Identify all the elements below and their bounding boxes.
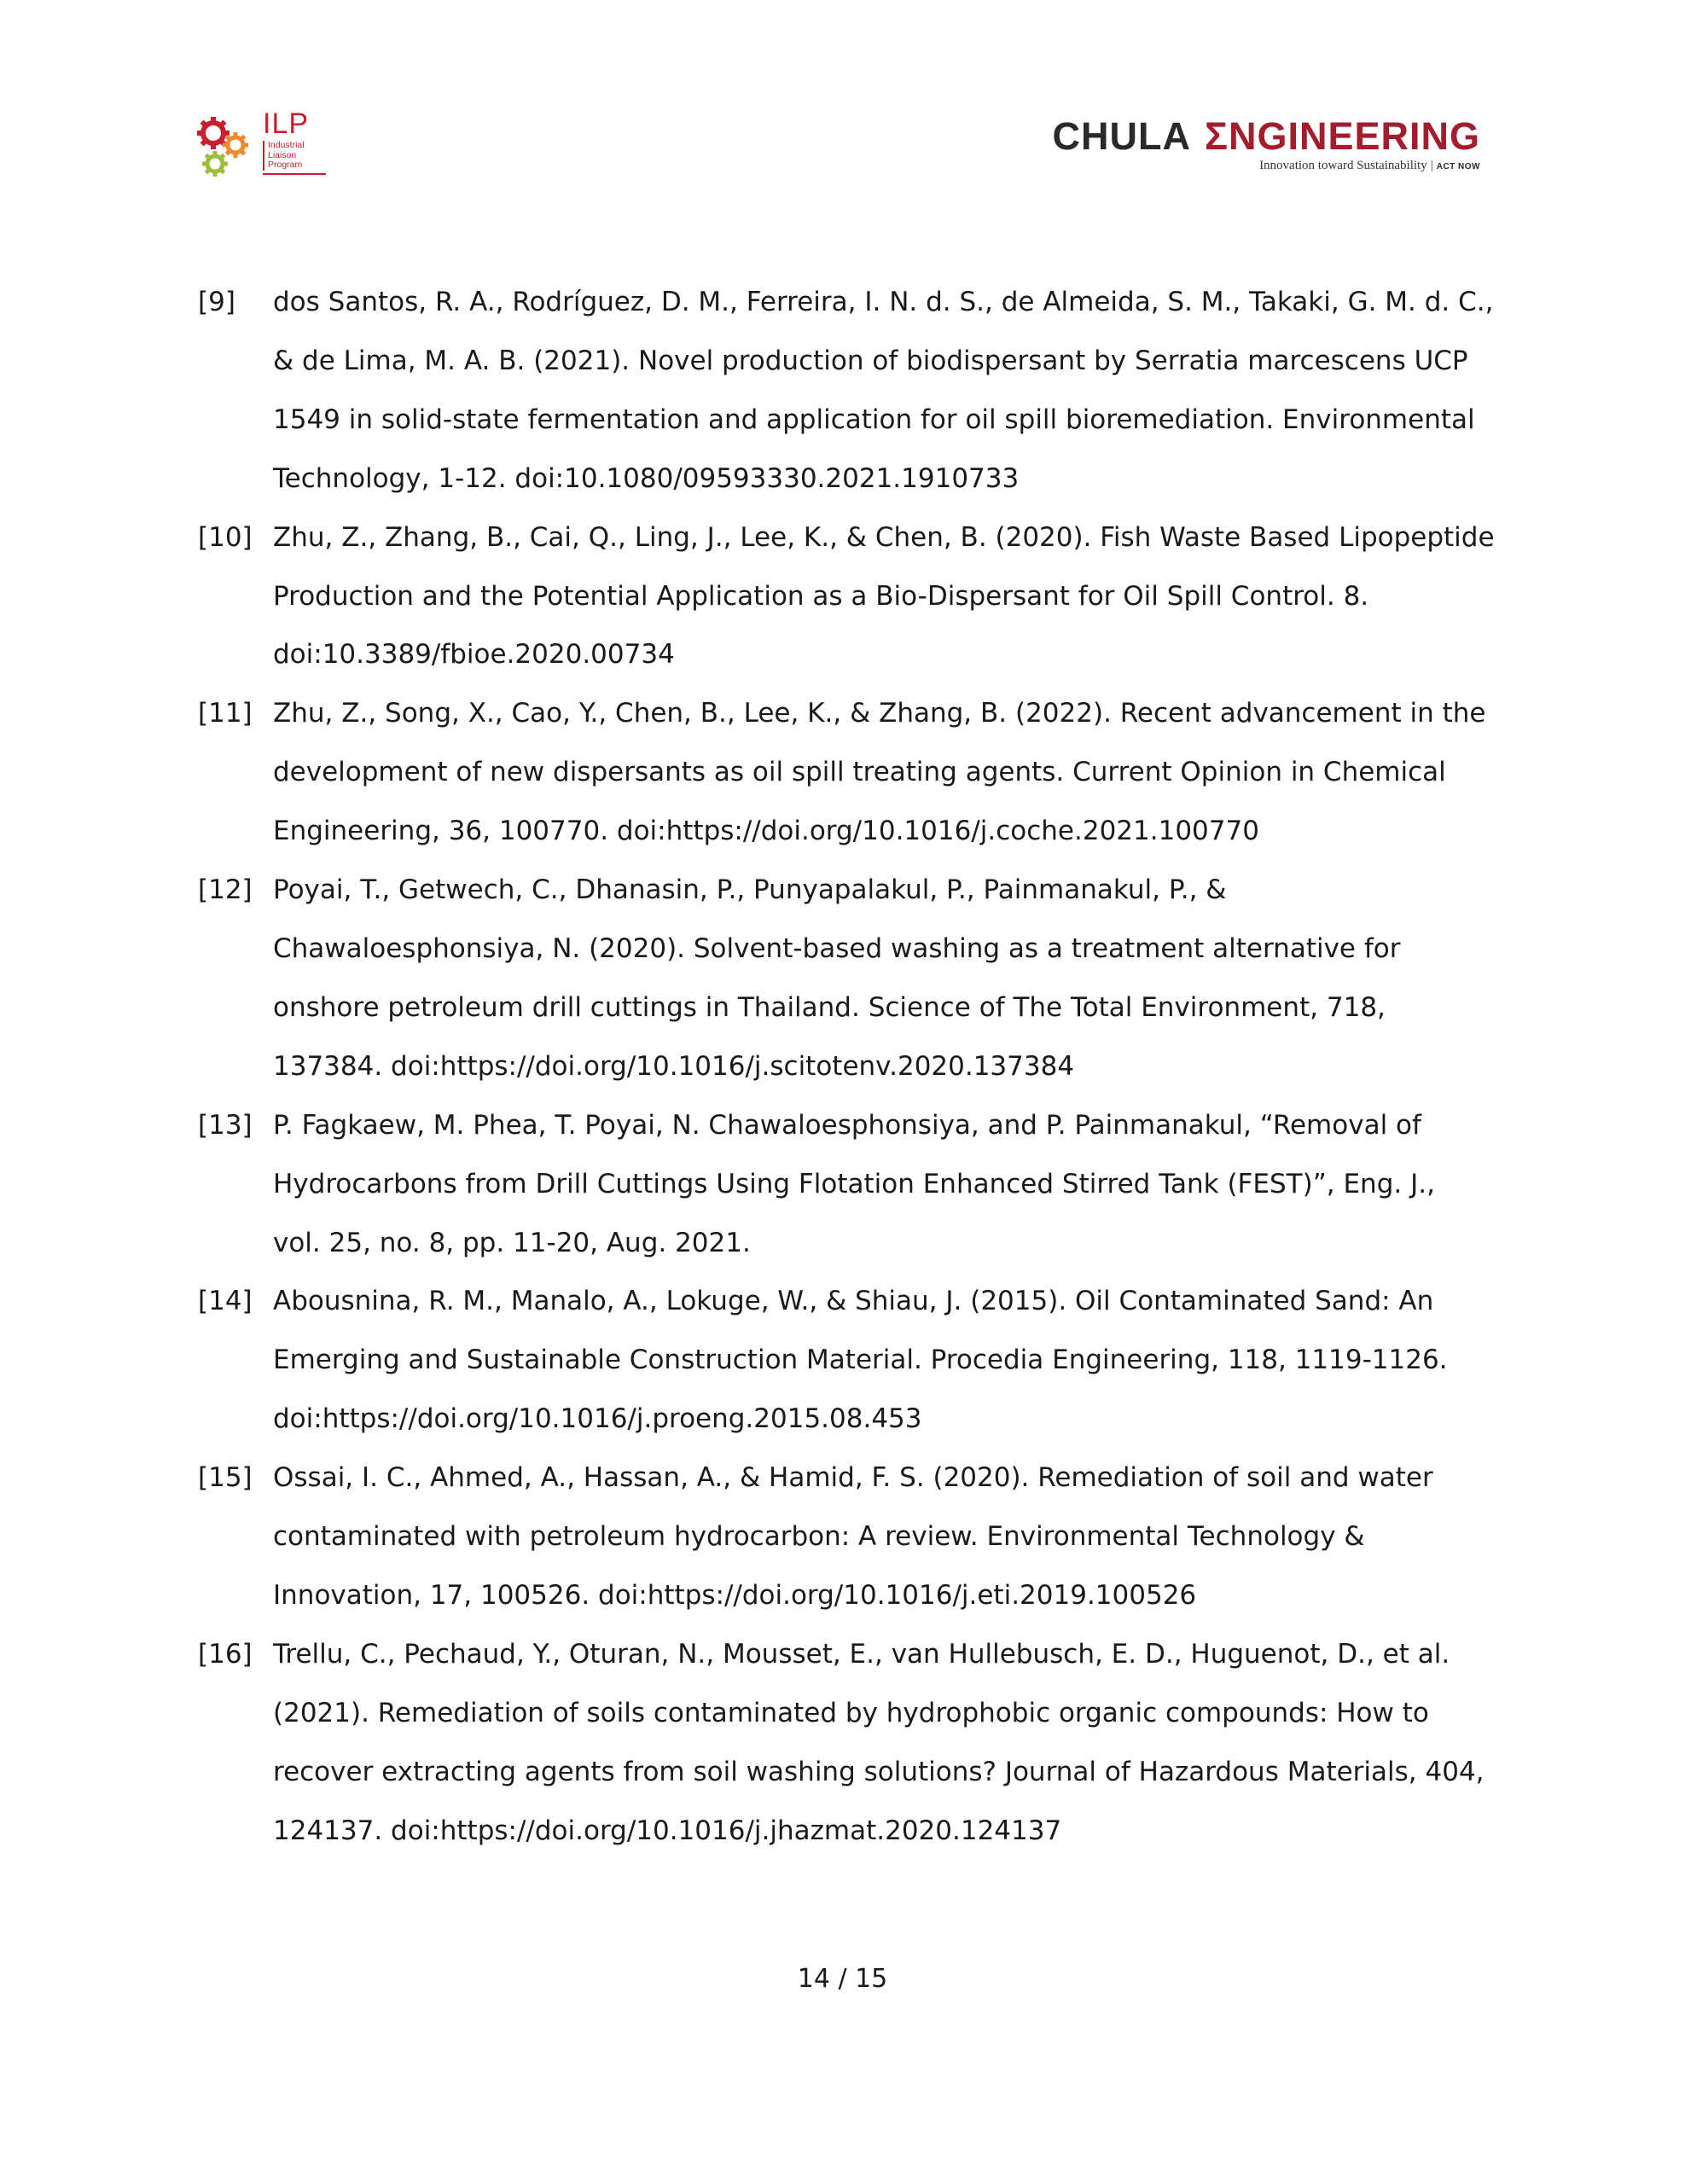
reference-line: (2021). Remediation of soils contaminated by hydrophobic organic compounds: How to — [273, 1697, 1429, 1728]
chula-tagline — [1052, 159, 1480, 173]
tagline-text: Innovation toward Sustainability — [1259, 159, 1427, 172]
reference-number: [10] — [198, 521, 253, 553]
tagline-separator: | — [1430, 159, 1433, 172]
ilp-wordmark — [263, 109, 326, 175]
ilp-underline — [263, 173, 326, 175]
reference-line: P. Fagkaew, M. Phea, T. Poyai, N. Chawaloesphonsiya, and P. Painmanakul, “Removal of — [273, 1109, 1421, 1141]
reference-line: recover extracting agents from soil washing solutions? Journal of Hazardous Materials, 404, — [273, 1756, 1485, 1787]
chula-engineering-logo — [1052, 116, 1480, 173]
chula-word: CHULA — [1052, 114, 1191, 158]
reference-item — [198, 861, 1495, 1096]
ilp-full-name — [263, 141, 326, 171]
reference-line: Innovation, 17, 100526. doi:https://doi.org/10.1016/j.eti.2019.100526 — [273, 1579, 1197, 1611]
reference-line: Trellu, C., Pechaud, Y., Oturan, N., Mousset, E., van Hullebusch, E. D., Huguenot, D., et al. — [273, 1638, 1450, 1670]
ilp-full-name-line: Liaison — [268, 149, 297, 160]
reference-line: Hydrocarbons from Drill Cuttings Using Flotation Enhanced Stirred Tank (FEST)”, Eng. J., — [273, 1168, 1435, 1199]
reference-line: Zhu, Z., Zhang, B., Cai, Q., Ling, J., Lee, K., & Chen, B. (2020). Fish Waste Based Lipopeptide — [273, 521, 1495, 553]
reference-line: Chawaloesphonsiya, N. (2020). Solvent-based washing as a treatment alternative for — [273, 932, 1401, 964]
reference-line: Technology, 1-12. doi:10.1080/09593330.2021.1910733 — [273, 462, 1020, 494]
reference-line: & de Lima, M. A. B. (2021). Novel production of biodispersant by Serratia marcescens UCP — [273, 345, 1468, 376]
reference-line: doi:https://doi.org/10.1016/j.proeng.2015.08.453 — [273, 1403, 922, 1435]
ilp-acronym: ILP — [263, 107, 310, 140]
reference-line: doi:10.3389/fbioe.2020.00734 — [273, 639, 675, 671]
reference-line: 124137. doi:https://doi.org/10.1016/j.jhazmat.2020.124137 — [273, 1815, 1062, 1846]
engineering-word: ΣNGINEERING — [1204, 114, 1480, 158]
reference-line: onshore petroleum drill cuttings in Thailand. Science of The Total Environment, 718, — [273, 991, 1386, 1023]
reference-text — [273, 1272, 1495, 1449]
reference-number: [9] — [198, 287, 235, 317]
reference-number: [12] — [198, 874, 253, 906]
reference-list — [198, 273, 1495, 1860]
ilp-full-name-line: Program — [268, 160, 303, 170]
reference-line: Engineering, 36, 100770. doi:https://doi.org/10.1016/j.coche.2021.100770 — [273, 816, 1259, 847]
reference-number: [16] — [198, 1638, 253, 1670]
reference-item — [198, 273, 1495, 508]
page-number: 14 / 15 — [797, 1964, 888, 1994]
reference-text — [273, 1096, 1495, 1273]
reference-text — [273, 508, 1495, 685]
reference-text — [273, 273, 1495, 508]
reference-line: Abousnina, R. M., Manalo, A., Lokuge, W., & Shiau, J. (2015). Oil Contaminated Sand: An — [273, 1286, 1434, 1317]
reference-number: [15] — [198, 1462, 253, 1494]
reference-line: vol. 25, no. 8, pp. 11-20, Aug. 2021. — [273, 1227, 751, 1258]
reference-line: dos Santos, R. A., Rodríguez, D. M., Ferreira, I. N. d. S., de Almeida, S. M., Takaki, G. M. d. C., — [273, 287, 1494, 317]
reference-item — [198, 1096, 1495, 1273]
reference-text — [273, 1449, 1495, 1625]
reference-item — [198, 1272, 1495, 1449]
reference-text — [273, 684, 1495, 861]
reference-line: Zhu, Z., Song, X., Cao, Y., Chen, B., Lee, K., & Zhang, B. (2022). Recent advancement in the — [273, 698, 1486, 729]
reference-line: Ossai, I. C., Ahmed, A., Hassan, A., & Hamid, F. S. (2020). Remediation of soil and water — [273, 1462, 1433, 1494]
reference-line: 1549 in solid-state fermentation and application for oil spill bioremediation. Environmental — [273, 404, 1475, 435]
reference-number: [11] — [198, 698, 253, 729]
reference-item — [198, 1625, 1495, 1861]
reference-text — [273, 1625, 1495, 1861]
act-now-mark: ACT NOW — [1436, 162, 1480, 171]
reference-line: contaminated with petroleum hydrocarbon: A review. Environmental Technology & — [273, 1521, 1365, 1553]
chula-wordmark — [1052, 116, 1480, 157]
reference-item — [198, 508, 1495, 685]
reference-line: Production and the Potential Application as a Bio-Dispersant for Oil Spill Control. 8. — [273, 580, 1369, 612]
ilp-logo — [195, 109, 331, 181]
reference-text — [273, 861, 1495, 1096]
reference-line: Emerging and Sustainable Construction Material. Procedia Engineering, 118, 1119-1126. — [273, 1345, 1448, 1376]
reference-number: [14] — [198, 1286, 253, 1317]
reference-line: 137384. doi:https://doi.org/10.1016/j.scitotenv.2020.137384 — [273, 1050, 1075, 1082]
gears-icon — [195, 114, 261, 181]
reference-line: development of new dispersants as oil spill treating agents. Current Opinion in Chemical — [273, 757, 1446, 788]
reference-line: Poyai, T., Getwech, C., Dhanasin, P., Punyapalakul, P., Painmanakul, P., & — [273, 874, 1227, 906]
reference-number: [13] — [198, 1109, 253, 1141]
reference-item — [198, 684, 1495, 861]
ilp-full-name-line: Industrial — [268, 140, 305, 150]
reference-item — [198, 1449, 1495, 1625]
